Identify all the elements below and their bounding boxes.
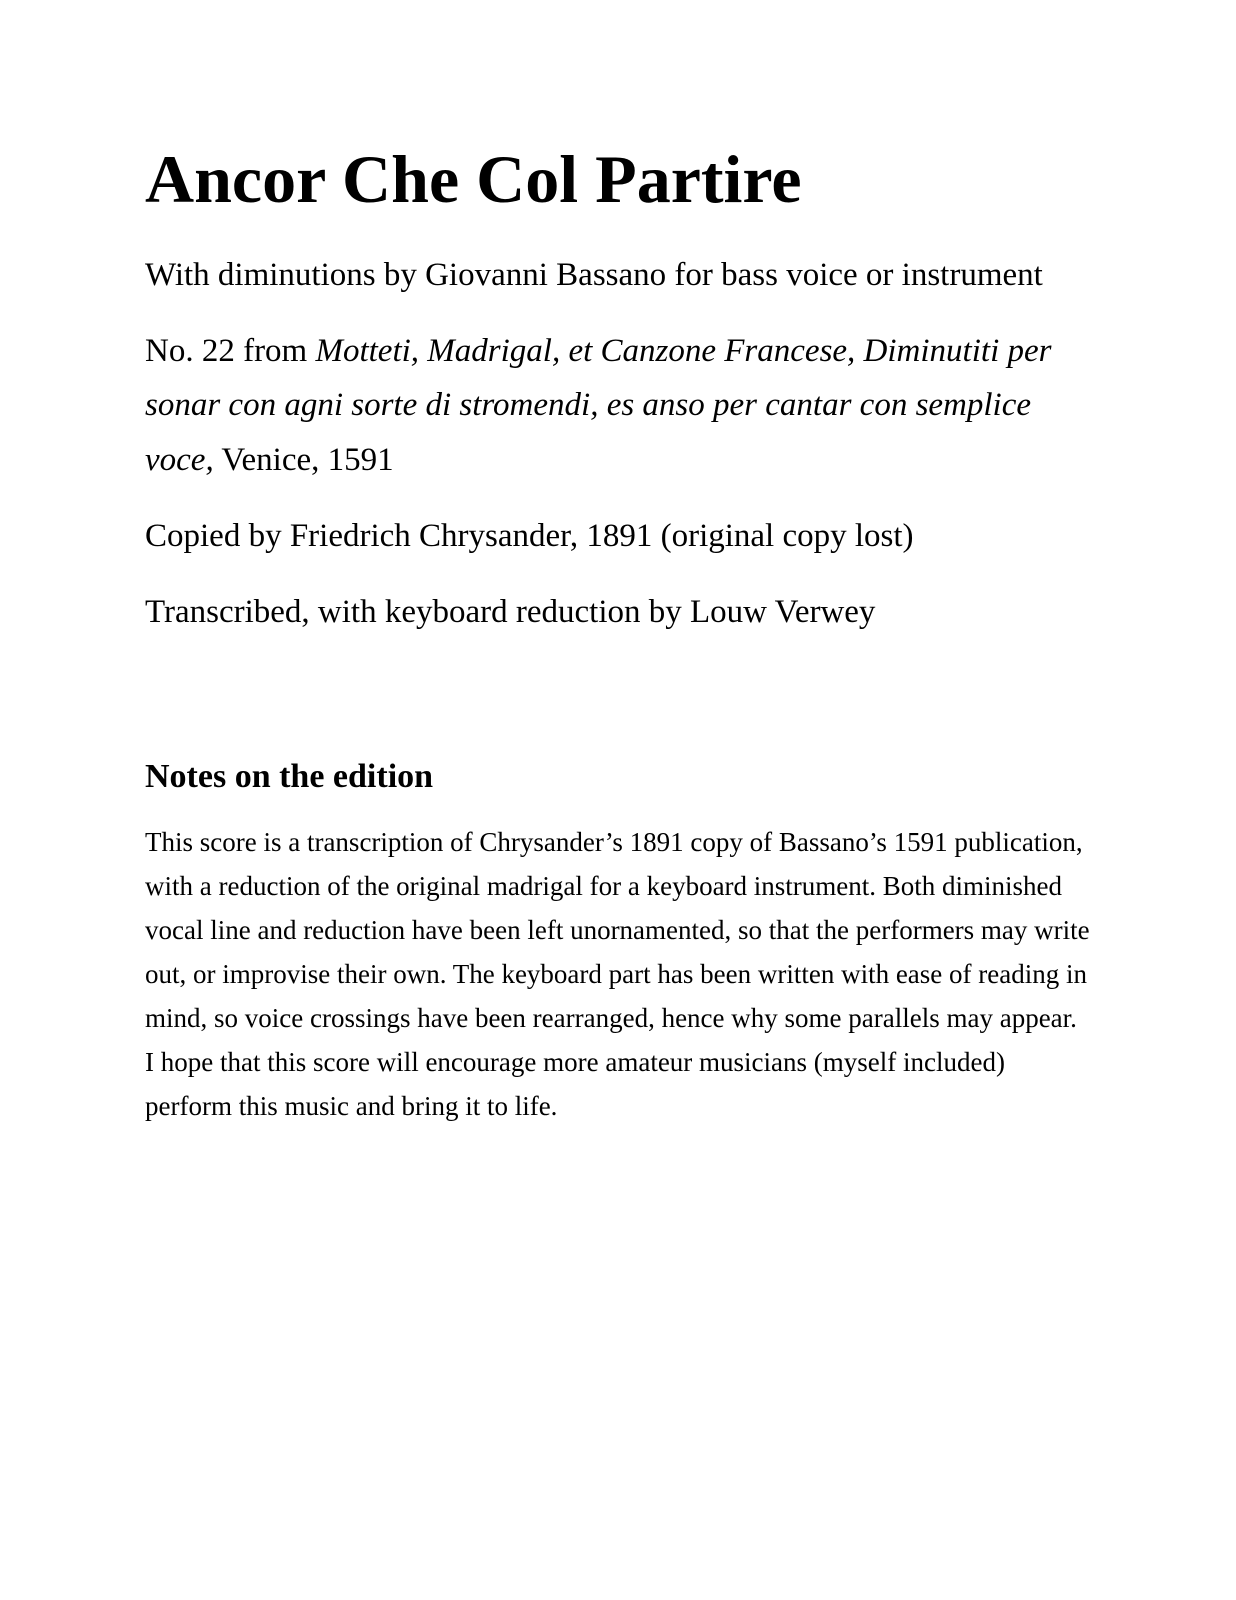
source-line — [145, 324, 1090, 486]
copied-line: Copied by Friedrich Chrysander, 1891 (original copy lost) — [145, 517, 914, 554]
notes-body-paragraph: This score is a transcription of Chrysander’s 1891 copy of Bassano’s 1591 publication, with a reduction of the original madrigal for a keyboard instrument. Both diminished vocal line and reduction have been left unornamented, so that the performers may write out, or improvise their own. The keyboard part has been written with ease of reading in mind, so voice crossings have been rearranged, hence why some parallels may appear. I hope that this score will encourage more amateur musicians (myself included) perform this music and bring it to life. — [145, 826, 1090, 1121]
page-title: Ancor Che Col Partire — [145, 141, 802, 217]
notes-heading: Notes on the edition — [145, 757, 434, 795]
subtitle-line: With diminutions by Giovanni Bassano for bass voice or instrument — [145, 257, 1043, 294]
source-suffix: Venice, 1591 — [213, 441, 394, 478]
source-prefix: No. 22 from — [145, 333, 316, 370]
transcribed-line: Transcribed, with keyboard reduction by Louw Verwey — [145, 593, 876, 630]
source-work-title: Motteti, Madrigal, et Canzone Francese, Diminutiti per sonar con agni sorte di stromendi, es anso per cantar con semplice voce, — [145, 333, 1052, 478]
